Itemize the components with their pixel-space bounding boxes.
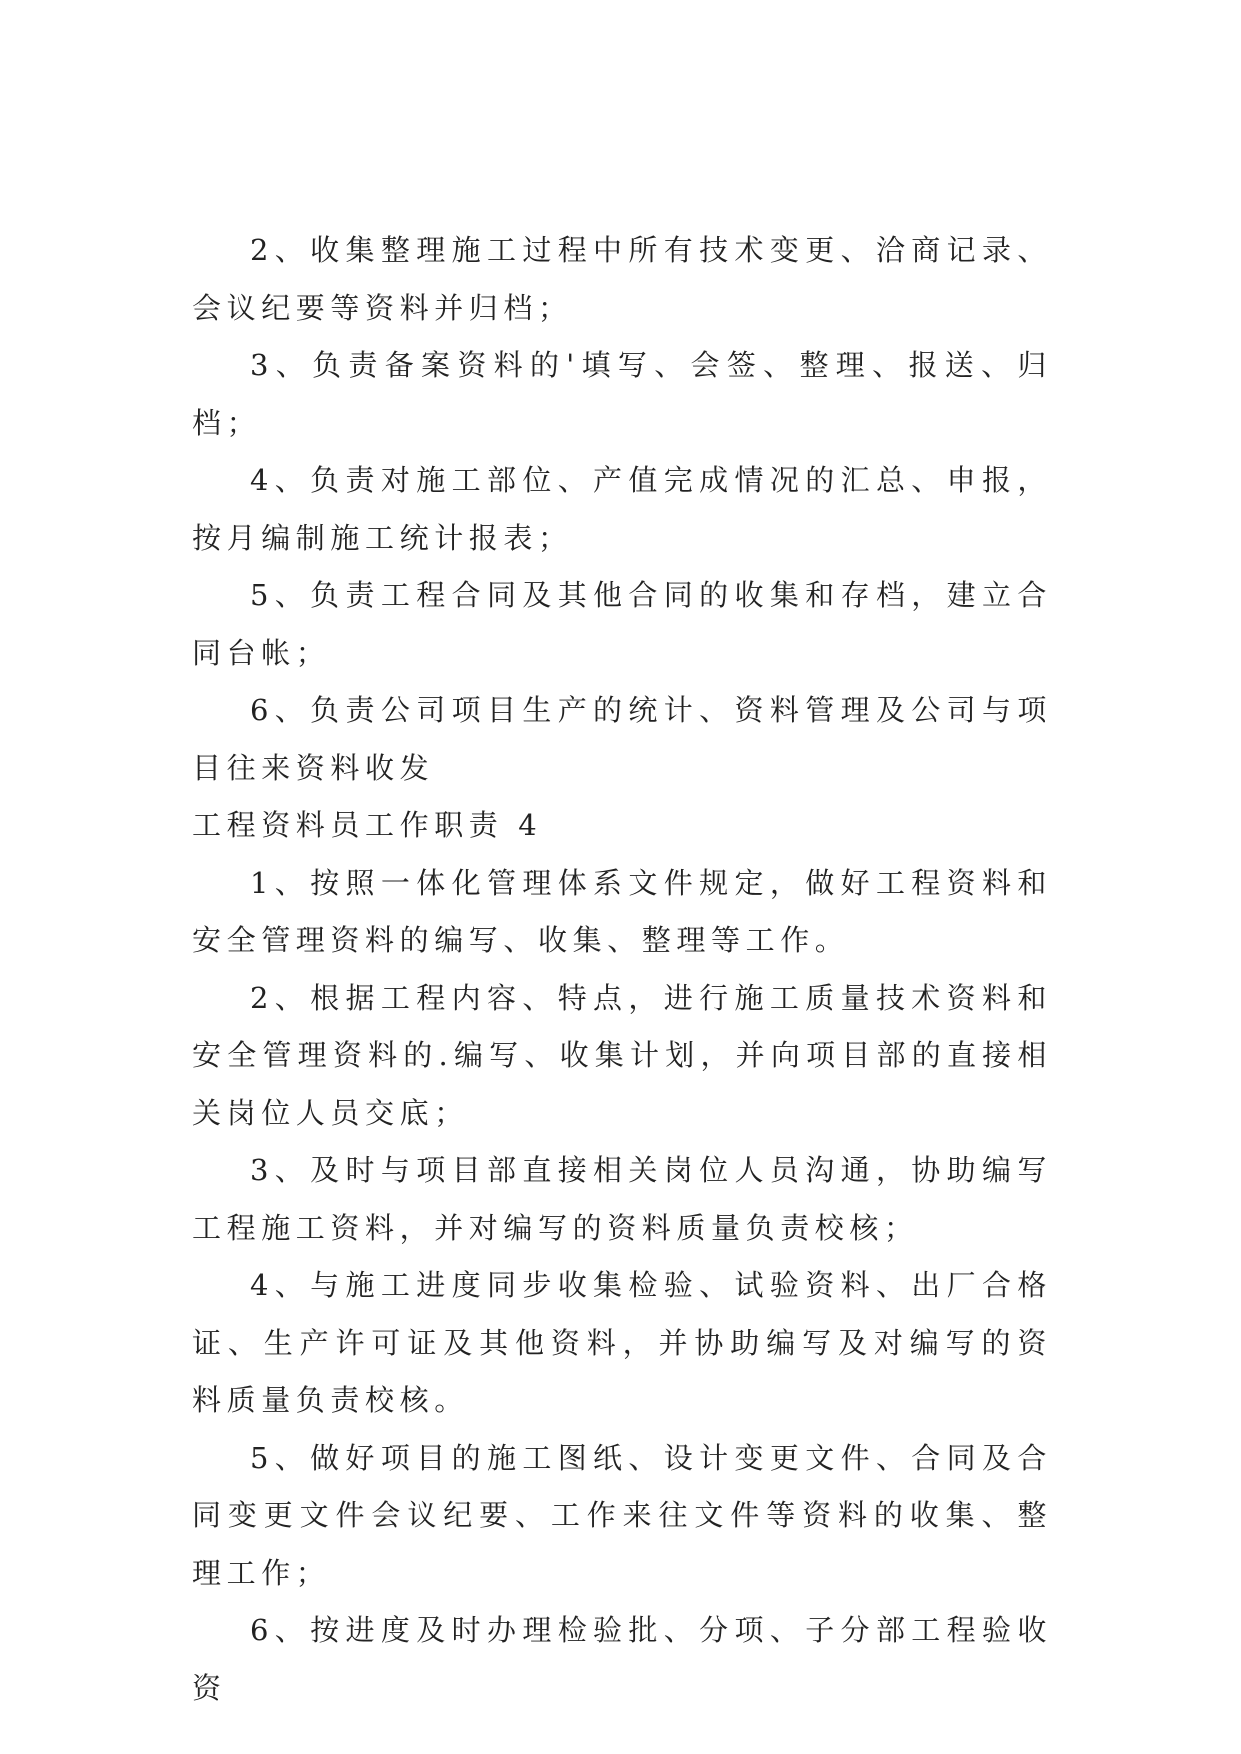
paragraph-item-4-output-statistics: 4、负责对施工部位、产值完成情况的汇总、申报，按月编制施工统计报表； bbox=[192, 463, 1052, 555]
document-body bbox=[192, 222, 1052, 1717]
paragraph-item-5-contract-archive: 5、负责工程合同及其他合同的收集和存档，建立合同台帐； bbox=[192, 578, 1052, 670]
paragraph-item-3-filing-records: 3、负责备案资料的'填写、会签、整理、报送、归档； bbox=[192, 348, 1052, 440]
section-heading: 工程资料员工作职责 4 bbox=[192, 808, 543, 842]
paragraph-item-2-collection-plan: 2、根据工程内容、特点，进行施工质量技术资料和安全管理资料的.编写、收集计划，并向项目部的直接相关岗位人员交底； bbox=[192, 980, 1052, 1130]
paragraph-item-1-management-system: 1、按照一体化管理体系文件规定，做好工程资料和安全管理资料的编写、收集、整理等工作。 bbox=[192, 865, 1052, 957]
paragraph-item-4-inspection-data: 4、与施工进度同步收集检验、试验资料、出厂合格证、生产许可证及其他资料，并协助编写及对编写的资料质量负责校核。 bbox=[192, 1268, 1052, 1417]
paragraph-item-2-collect-changes: 2、收集整理施工过程中所有技术变更、洽商记录、会议纪要等资料并归档； bbox=[192, 233, 1052, 325]
paragraph-item-6-project-statistics: 6、负责公司项目生产的统计、资料管理及公司与项目往来资料收发 bbox=[192, 693, 1052, 785]
paragraph-item-6-acceptance-data: 6、按进度及时办理检验批、分项、子分部工程验收资 bbox=[192, 1613, 1052, 1705]
paragraph-item-3-communication: 3、及时与项目部直接相关岗位人员沟通，协助编写工程施工资料，并对编写的资料质量负责校核； bbox=[192, 1153, 1052, 1245]
paragraph-item-5-drawings-changes: 5、做好项目的施工图纸、设计变更文件、合同及合同变更文件会议纪要、工作来往文件等资料的收集、整理工作； bbox=[192, 1440, 1052, 1590]
